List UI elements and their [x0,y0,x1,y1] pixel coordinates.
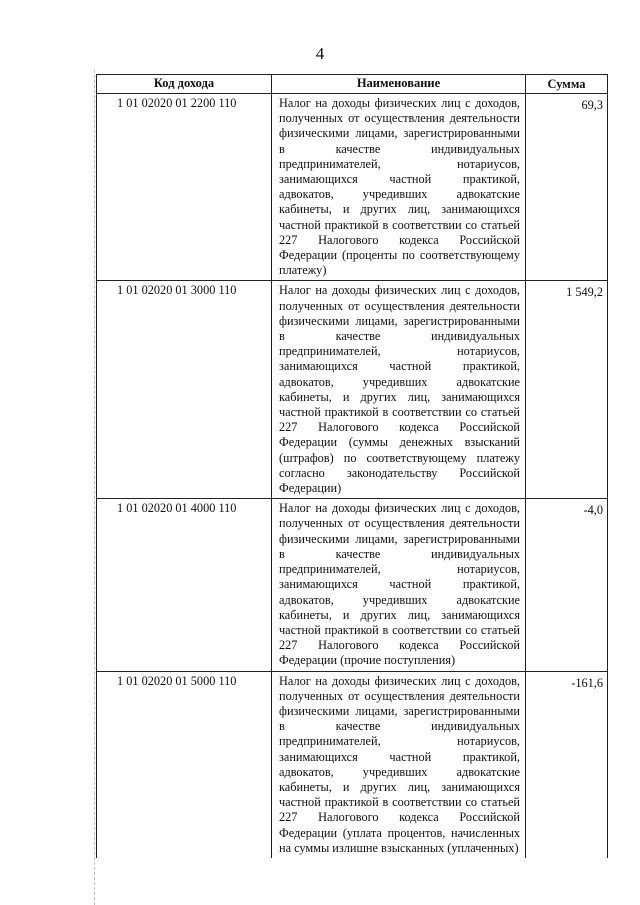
table-header-row [97,75,608,94]
header-income-code: Код дохода [97,75,272,94]
income-sum: -4,0 [526,499,608,671]
income-code: 1 01 02020 01 2200 110 [97,94,272,281]
header-name: Наименование [272,75,526,94]
income-sum: 69,3 [526,94,608,281]
income-name: Налог на доходы физических лиц с доходов, полученных от осуществления деятельности физическими лицами, зарегистрированными в качестве индивидуальных предпринимателей, нотариусов, занимающихся частной практикой, адвокатов, учредивших адвокатские кабинеты, и других лиц, занимающихся частной практикой в соответствии со статьей 227 Налогового кодекса Российской Федерации (проценты по соответствующему платежу) [272,94,526,281]
table-row [97,671,608,858]
income-name: Налог на доходы физических лиц с доходов, полученных от осуществления деятельности физическими лицами, зарегистрированными в качестве индивидуальных предпринимателей, нотариусов, занимающихся частной практикой, адвокатов, учредивших адвокатские кабинеты, и других лиц, занимающихся частной практикой в соответствии со статьей 227 Налогового кодекса Российской Федерации (прочие поступления) [272,499,526,671]
income-table [96,74,608,858]
income-code: 1 01 02020 01 5000 110 [97,671,272,858]
income-name: Налог на доходы физических лиц с доходов, полученных от осуществления деятельности физическими лицами, зарегистрированными в качестве индивидуальных предпринимателей, нотариусов, занимающихся частной практикой, адвокатов, учредивших адвокатские кабинеты, и других лиц, занимающихся частной практикой в соответствии со статьей 227 Налогового кодекса Российской Федерации (суммы денежных взысканий (штрафов) по соответствующему платежу согласно законодательству Российской Федерации) [272,281,526,499]
income-sum: -161,6 [526,671,608,858]
header-sum: Сумма [526,75,608,94]
income-code: 1 01 02020 01 3000 110 [97,281,272,499]
table-row [97,94,608,281]
page-number: 4 [315,44,325,63]
table-row [97,499,608,671]
table-row [97,281,608,499]
income-code: 1 01 02020 01 4000 110 [97,499,272,671]
margin-guide-line [94,70,95,905]
income-sum: 1 549,2 [526,281,608,499]
income-name: Налог на доходы физических лиц с доходов, полученных от осуществления деятельности физическими лицами, зарегистрированными в качестве индивидуальных предпринимателей, нотариусов, занимающихся частной практикой, адвокатов, учредивших адвокатские кабинеты, и других лиц, занимающихся частной практикой в соответствии со статьей 227 Налогового кодекса Российской Федерации (уплата процентов, начисленных на суммы излишне взысканных (уплаченных) [272,671,526,858]
